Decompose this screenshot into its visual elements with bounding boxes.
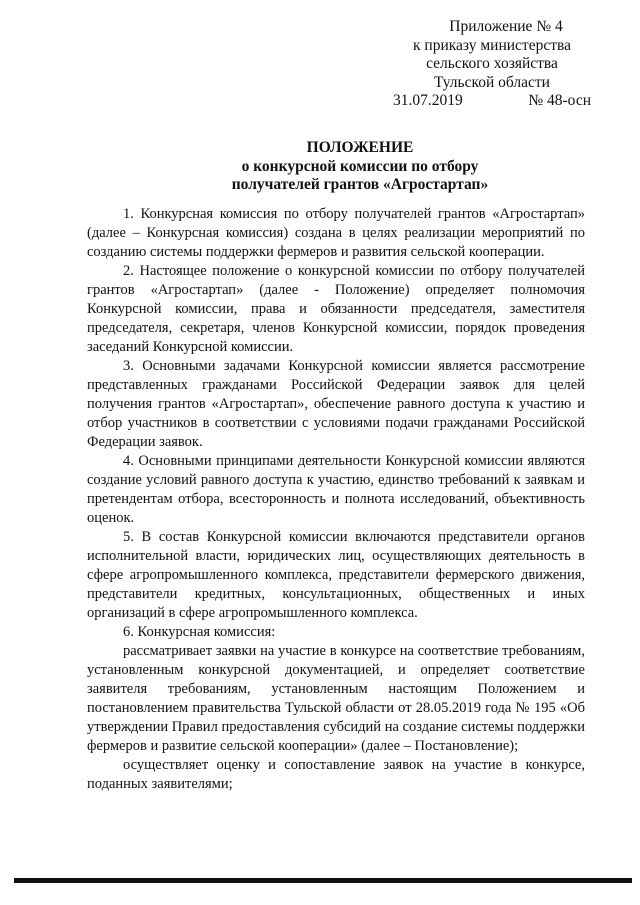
paragraph-6-item-1: рассматривает заявки на участие в конкурсе на соответствие требованиям, установленным конкурсной документацией, и определяет соответствие заявителя требованиям, установленным настоящим Положением и постановлением правительства Тульской области от 28.05.2019 года № 195 «Об утверждении Правил предоставления субсидий на создание системы поддержки фермеров и развитие сельской кооперации» (далее – Постановление); [87, 643, 585, 754]
bottom-border-line [14, 878, 632, 883]
paragraph-3: 3. Основными задачами Конкурсной комиссии является рассмотрение представленных гражданами Российской Федерации заявок для целей получения грантов «Агростартап», обеспечение равного доступа к участию и отбор участников в соответствии с условиями подачи гражданами Российской Федерации заявок. [87, 358, 585, 450]
document-body [87, 205, 585, 794]
order-number: № 48-осн [528, 92, 591, 109]
title-heading: ПОЛОЖЕНИЕ [306, 139, 414, 156]
title-subtitle-line-1: о конкурсной комиссии по отбору [241, 157, 479, 175]
paragraph-6: 6. Конкурсная комиссия: [123, 624, 276, 640]
paragraph-6-item-2: осуществляет оценку и сопоставление заявок на участие в конкурсе, поданных заявителями; [87, 757, 585, 792]
paragraph-5: 5. В состав Конкурсной комиссии включаются представители органов исполнительной власти, юридических лиц, осуществляющих деятельность в сфере агропромышленного комплекса, представители фермерского движения, представители кредитных, консультационных, общественных и иных организаций в сфере агропромышленного комплекса. [87, 529, 585, 621]
appendix-header [392, 18, 592, 92]
paragraph-2: 2. Настоящее положение о конкурсной комиссии по отбору получателей грантов «Агростартап» (далее - Положение) определяет полномочия Конкурсной комиссии, права и обязанности председателя, заместителя председателя, секретаря, членов Конкурсной комиссии, порядок проведения заседаний Конкурсной комиссии. [87, 263, 585, 355]
paragraph-1: 1. Конкурсная комиссия по отбору получателей грантов «Агростартап» (далее – Конкурсная комиссия) создана в целях реализации мероприятий по созданию системы поддержки фермеров и развития сельской кооперации. [87, 206, 585, 260]
document-title [120, 139, 600, 195]
title-subtitle-line-2: получателей грантов «Агростартап» [231, 176, 489, 193]
appendix-order-line: к приказу министерства [413, 36, 571, 54]
paragraph-4: 4. Основными принципами деятельности Конкурсной комиссии являются создание условий равного доступа к участию, единство требований к заявкам и претендентам отбора, всесторонность и полнота исследований, объективность оценок. [87, 453, 585, 526]
appendix-number: Приложение № 4 [449, 18, 563, 35]
order-date: 31.07.2019 [393, 92, 463, 109]
appendix-region-line: Тульской области [434, 73, 550, 91]
appendix-ministry-line: сельского хозяйства [426, 55, 558, 72]
